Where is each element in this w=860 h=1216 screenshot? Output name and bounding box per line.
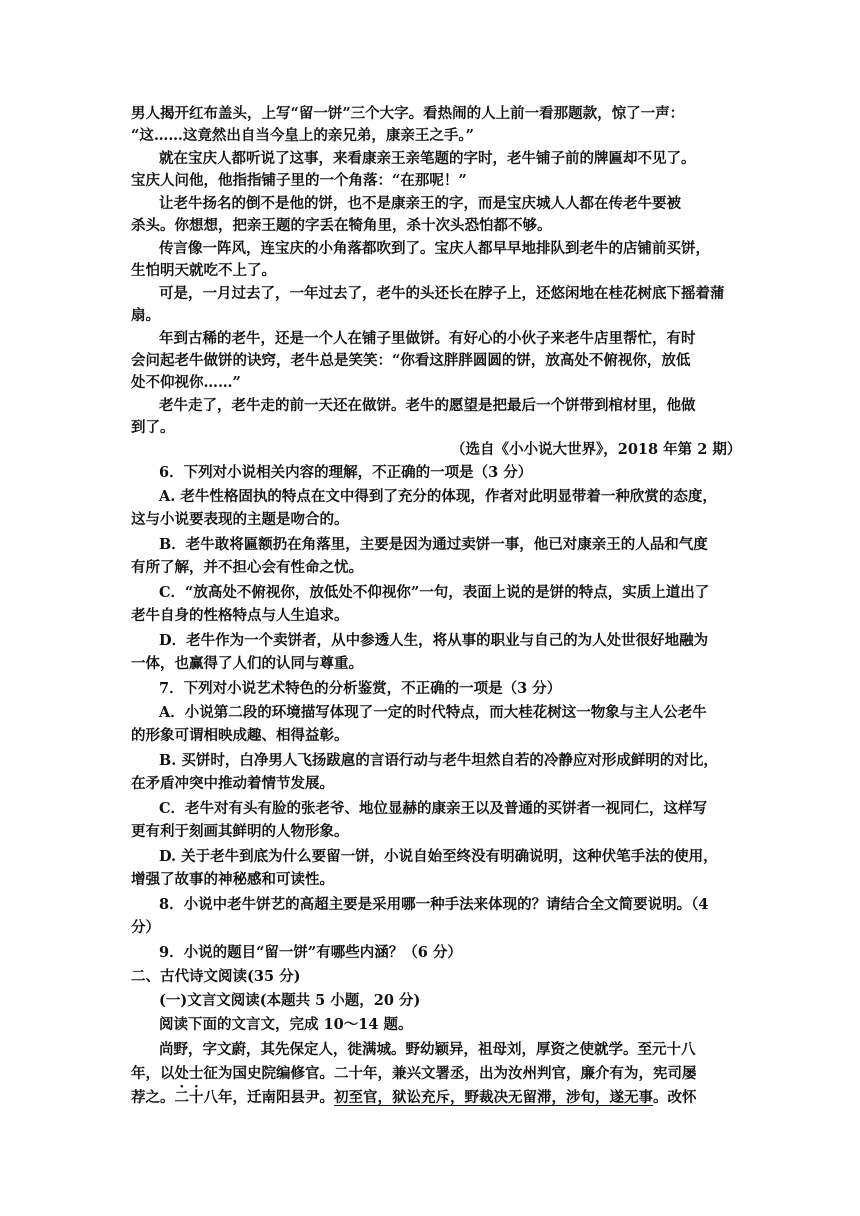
story-line: 到了。 — [131, 419, 175, 436]
classical-text-line: 尚野，字文蔚，其先保定人，徙满城。野幼颖异，祖母刘，厚资之使就学。至元十八 — [159, 1041, 696, 1058]
text-run: 征为国史院编修官。二十年，兼兴文署丞，出为汝州判官，廉介有为，宪司屡 — [203, 1065, 697, 1082]
question-6: 6．下列对小说相关内容的理解，不正确的一项是（3 分） — [159, 464, 533, 481]
story-line: 杀头。你想想，把亲王题的字丢在犄角里，杀十次头恐怕都不够。 — [131, 217, 552, 234]
option-7c: 更有利于刻画其鲜明的人物形象。 — [131, 823, 349, 840]
option-7b: B. 买饼时，白净男人飞扬跋扈的言语行动与老牛坦然自若的冷静应对形成鲜明的对比， — [159, 752, 718, 769]
question-9: 9．小说的题目“留一饼”有哪些内涵？（6 分） — [159, 944, 462, 961]
option-7d: 增强了故事的神秘感和可读性。 — [131, 871, 334, 888]
text-run: 荐之。二十八年，迁南阳县尹。 — [131, 1089, 334, 1106]
option-6a: 这与小说要表现的主题是吻合的。 — [131, 511, 349, 528]
dotted-char: 处 — [174, 1065, 189, 1082]
option-7b: 在矛盾冲突中推动着情节发展。 — [131, 775, 334, 792]
reading-instruction: 阅读下面的文言文，完成 10～14 题。 — [159, 1016, 413, 1033]
story-line: 就在宝庆人都听说了这事，来看康亲王亲笔题的字时，老牛铺子前的牌匾却不见了。 — [159, 150, 696, 167]
story-line: 处不仰视你……” — [131, 374, 241, 391]
section-heading: 二、古代诗文阅读(35 分) — [131, 968, 301, 985]
option-7a: A．小说第二段的环境描写体现了一定的时代特点，而大桂花树这一物象与主人公老牛 — [159, 704, 707, 721]
question-8: 分） — [131, 919, 160, 936]
option-6c: 老牛自身的性格特点与人生追求。 — [131, 607, 349, 624]
dotted-char: 士 — [189, 1065, 204, 1082]
option-7a: 的形象可谓相映成趣、相得益彰。 — [131, 727, 349, 744]
story-line: 男人揭开红布盖头，上写“留一饼”三个大字。看热闹的人上前一看那题款，惊了一声： — [131, 105, 685, 122]
option-6c: C．“放高处不俯视你，放低处不仰视你”一句，表面上说的是饼的特点，实质上道出了 — [159, 584, 710, 601]
subsection-heading: (一)文言文阅读(本题共 5 小题，20 分) — [159, 992, 421, 1009]
story-line: 会问起老牛做饼的诀窍，老牛总是笑笑：“你看这胖胖圆圆的饼，放高处不俯视你，放低 — [131, 352, 691, 369]
text-run: 年，以 — [131, 1065, 175, 1082]
classical-text-line — [131, 1064, 697, 1084]
story-line: 年到古稀的老牛，还是一个人在铺子里做饼。有好心的小伙子来老牛店里帮忙，有时 — [159, 330, 696, 347]
story-source: （选自《小小说大世界》，2018 年第 2 期） — [451, 441, 742, 458]
option-6d: 一体，也赢得了人们的认同与尊重。 — [131, 655, 363, 672]
question-8: 8．小说中老牛饼艺的高超主要是采用哪一种手法来体现的？请结合全文简要说明。（4 — [159, 896, 709, 913]
option-6a: A. 老牛性格固执的特点在文中得到了充分的体现，作者对此明显带着一种欣赏的态度， — [159, 488, 717, 505]
option-6b: B．老牛敢将匾额扔在角落里，主要是因为通过卖饼一事，他已对康亲王的人品和气度 — [159, 536, 708, 553]
underlined-sentence: 初至官，狱讼充斥，野裁决无留滞，涉旬，遂无事 — [334, 1089, 653, 1106]
story-line: 宝庆人问他，他指指铺子里的一个角落：“在那呢！” — [131, 172, 467, 189]
story-line: 可是，一月过去了，一年过去了，老牛的头还长在脖子上，还悠闲地在桂花树底下摇着蒲 — [159, 285, 725, 302]
story-line: 扇。 — [131, 307, 160, 324]
story-line: 生怕明天就吃不上了。 — [131, 262, 276, 279]
story-line: 传言像一阵风，连宝庆的小角落都吹到了。宝庆人都早早地排队到老牛的店铺前买饼， — [159, 240, 710, 257]
option-6b: 有所了解，并不担心会有性命之忧。 — [131, 559, 363, 576]
story-line: 让老牛扬名的倒不是他的饼，也不是康亲王的字，而是宝庆城人人都在传老牛要被 — [159, 195, 681, 212]
question-7: 7．下列对小说艺术特色的分析鉴赏，不正确的一项是（3 分） — [159, 680, 562, 697]
story-line: “这……这竟然出自当今皇上的亲兄弟，康亲王之手。” — [131, 127, 474, 144]
story-line: 老牛走了，老牛走的前一天还在做饼。老牛的愿望是把最后一个饼带到棺材里，他做 — [159, 397, 696, 414]
option-6d: D．老牛作为一个卖饼者，从中参透人生，将从事的职业与自己的为人处世很好地融为 — [159, 632, 709, 649]
text-run: 。改怀 — [653, 1089, 697, 1106]
option-7c: C．老牛对有头有脸的张老爷、地位显赫的康亲王以及普通的买饼者一视同仁，这样写 — [159, 800, 708, 817]
option-7d: D. 关于老牛到底为什么要留一饼，小说自始至终没有明确说明，这种伏笔手法的使用， — [159, 848, 718, 865]
classical-text-line — [131, 1088, 697, 1108]
